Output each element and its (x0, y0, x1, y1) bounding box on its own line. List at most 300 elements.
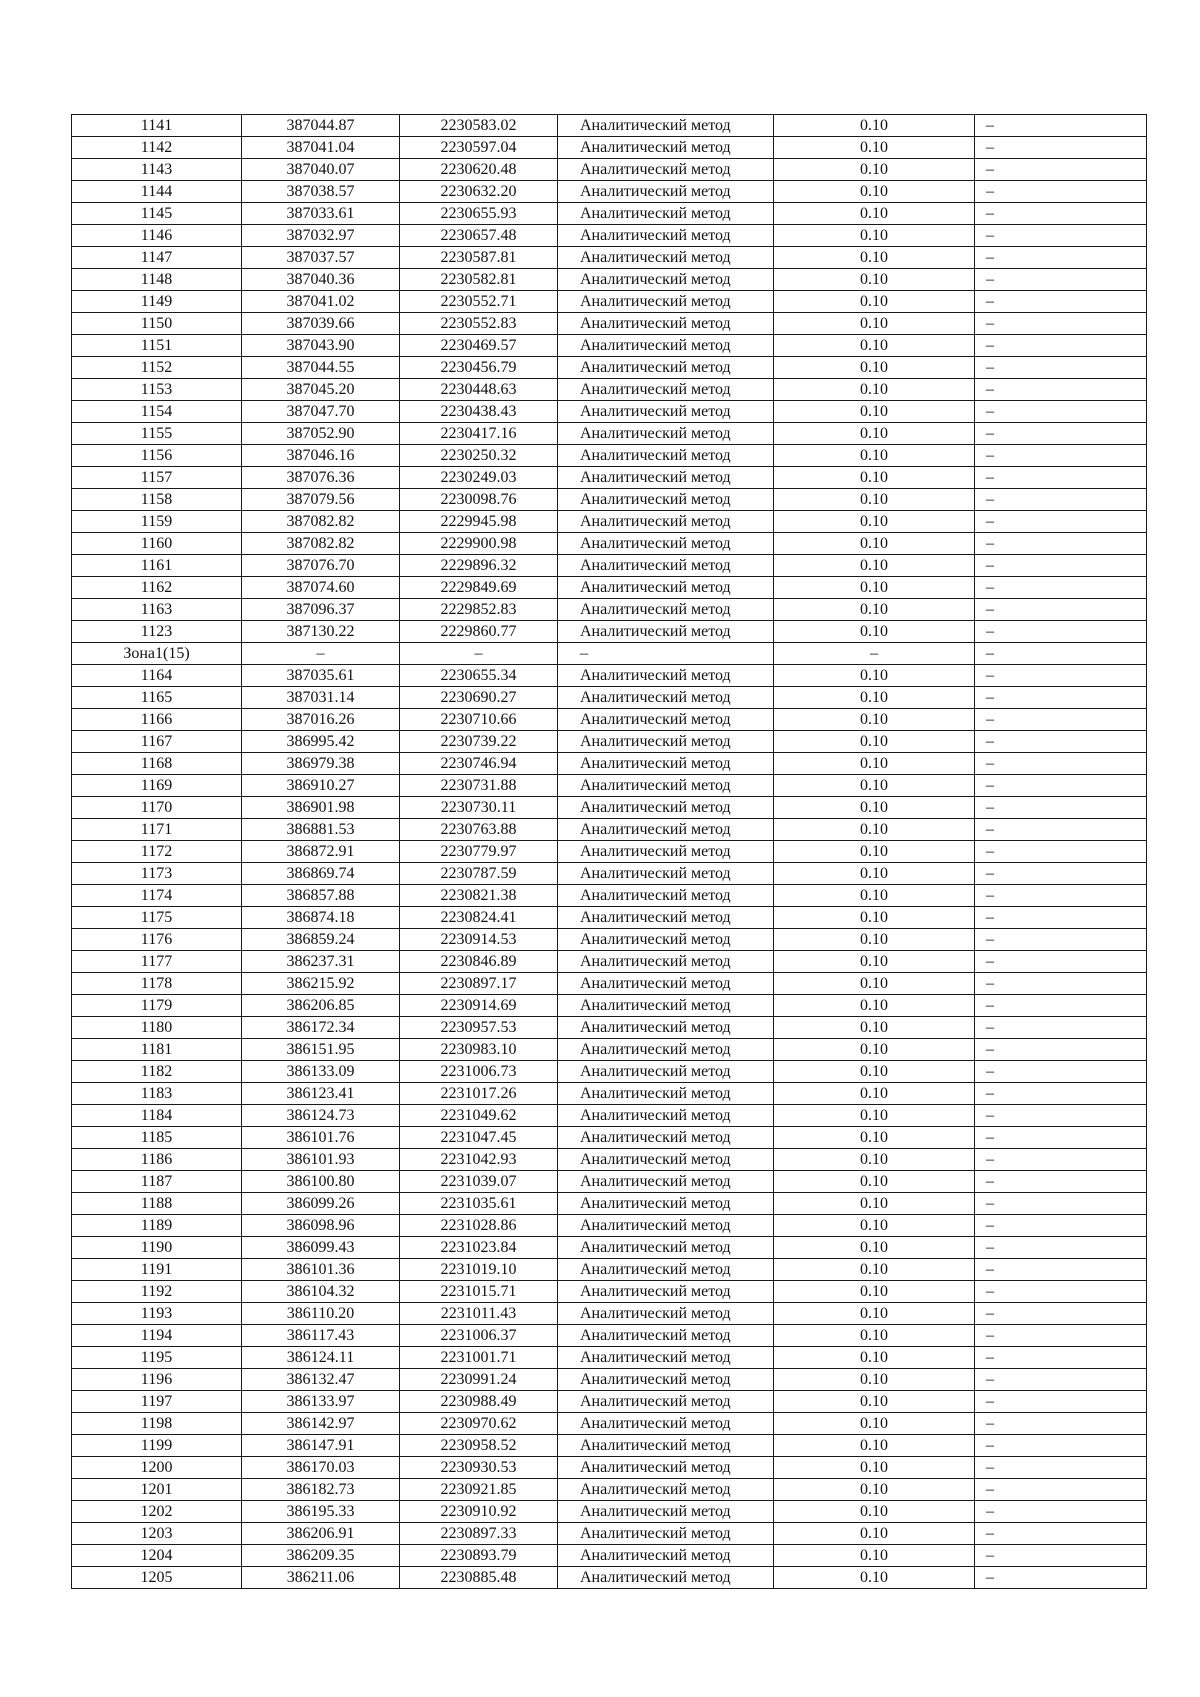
x-coordinate-cell: 386098.96 (242, 1215, 400, 1237)
x-coordinate-cell: 386869.74 (242, 863, 400, 885)
x-coordinate-cell: 387040.36 (242, 269, 400, 291)
point-number-cell: 1164 (72, 665, 242, 687)
point-number-cell: 1123 (72, 621, 242, 643)
method-cell: Аналитический метод (558, 1105, 774, 1127)
x-coordinate-cell: 386147.91 (242, 1435, 400, 1457)
note-cell: – (975, 1435, 1147, 1457)
x-coordinate-cell: 386206.91 (242, 1523, 400, 1545)
table-row (72, 1391, 1147, 1413)
table-row (72, 1523, 1147, 1545)
note-cell: – (975, 137, 1147, 159)
accuracy-cell: 0.10 (774, 687, 975, 709)
table-row (72, 951, 1147, 973)
table-row (72, 1347, 1147, 1369)
point-number-cell: 1179 (72, 995, 242, 1017)
method-cell: Аналитический метод (558, 445, 774, 467)
point-number-cell: 1166 (72, 709, 242, 731)
method-cell: Аналитический метод (558, 115, 774, 137)
table-row (72, 467, 1147, 489)
y-coordinate-cell: 2230739.22 (400, 731, 558, 753)
method-cell: Аналитический метод (558, 1149, 774, 1171)
accuracy-cell: 0.10 (774, 1061, 975, 1083)
note-cell: – (975, 159, 1147, 181)
y-coordinate-cell: 2230469.57 (400, 335, 558, 357)
y-coordinate-cell: 2230921.85 (400, 1479, 558, 1501)
method-cell: Аналитический метод (558, 973, 774, 995)
accuracy-cell: 0.10 (774, 467, 975, 489)
y-coordinate-cell: 2229849.69 (400, 577, 558, 599)
table-row (72, 907, 1147, 929)
accuracy-cell: 0.10 (774, 1413, 975, 1435)
x-coordinate-cell: 387016.26 (242, 709, 400, 731)
y-coordinate-cell: 2229945.98 (400, 511, 558, 533)
x-coordinate-cell: 387031.14 (242, 687, 400, 709)
point-number-cell: 1151 (72, 335, 242, 357)
method-cell: Аналитический метод (558, 1479, 774, 1501)
y-coordinate-cell: 2230958.52 (400, 1435, 558, 1457)
method-cell: Аналитический метод (558, 951, 774, 973)
point-number-cell: 1160 (72, 533, 242, 555)
y-coordinate-cell: 2230824.41 (400, 907, 558, 929)
zone-header-row (72, 643, 1147, 665)
method-cell: Аналитический метод (558, 1083, 774, 1105)
note-cell: – (975, 291, 1147, 313)
note-cell: – (975, 181, 1147, 203)
note-cell: – (975, 335, 1147, 357)
note-cell: – (975, 929, 1147, 951)
note-cell: – (975, 1391, 1147, 1413)
method-cell: Аналитический метод (558, 357, 774, 379)
note-cell: – (975, 709, 1147, 731)
note-cell: – (975, 643, 1147, 665)
x-coordinate-cell: 386995.42 (242, 731, 400, 753)
point-number-cell: 1186 (72, 1149, 242, 1171)
table-row (72, 621, 1147, 643)
note-cell: – (975, 269, 1147, 291)
table-row (72, 203, 1147, 225)
method-cell: Аналитический метод (558, 1259, 774, 1281)
table-row (72, 181, 1147, 203)
table-row (72, 1237, 1147, 1259)
accuracy-cell: 0.10 (774, 753, 975, 775)
x-coordinate-cell: 387039.66 (242, 313, 400, 335)
note-cell: – (975, 1501, 1147, 1523)
point-number-cell: 1200 (72, 1457, 242, 1479)
x-coordinate-cell: 386124.11 (242, 1347, 400, 1369)
accuracy-cell: 0.10 (774, 621, 975, 643)
method-cell: Аналитический метод (558, 555, 774, 577)
table-row (72, 357, 1147, 379)
table-row (72, 401, 1147, 423)
table-row (72, 1193, 1147, 1215)
method-cell: Аналитический метод (558, 1303, 774, 1325)
x-coordinate-cell: 386979.38 (242, 753, 400, 775)
table-row (72, 137, 1147, 159)
y-coordinate-cell: 2230690.27 (400, 687, 558, 709)
point-number-cell: 1156 (72, 445, 242, 467)
point-number-cell: 1184 (72, 1105, 242, 1127)
point-number-cell: 1182 (72, 1061, 242, 1083)
x-coordinate-cell: 387033.61 (242, 203, 400, 225)
table-row (72, 1259, 1147, 1281)
x-coordinate-cell: 387043.90 (242, 335, 400, 357)
note-cell: – (975, 401, 1147, 423)
point-number-cell: Зона1(15) (72, 643, 242, 665)
y-coordinate-cell: 2230988.49 (400, 1391, 558, 1413)
x-coordinate-cell: 387096.37 (242, 599, 400, 621)
table-row (72, 1171, 1147, 1193)
point-number-cell: 1155 (72, 423, 242, 445)
method-cell: Аналитический метод (558, 1369, 774, 1391)
point-number-cell: 1144 (72, 181, 242, 203)
point-number-cell: 1159 (72, 511, 242, 533)
accuracy-cell: 0.10 (774, 731, 975, 753)
accuracy-cell: 0.10 (774, 1259, 975, 1281)
accuracy-cell: 0.10 (774, 665, 975, 687)
accuracy-cell: 0.10 (774, 1369, 975, 1391)
y-coordinate-cell: 2230914.53 (400, 929, 558, 951)
point-number-cell: 1180 (72, 1017, 242, 1039)
accuracy-cell: 0.10 (774, 335, 975, 357)
x-coordinate-cell: 387076.70 (242, 555, 400, 577)
note-cell: – (975, 1567, 1147, 1589)
note-cell: – (975, 753, 1147, 775)
accuracy-cell: 0.10 (774, 885, 975, 907)
accuracy-cell: 0.10 (774, 863, 975, 885)
point-number-cell: 1146 (72, 225, 242, 247)
method-cell: Аналитический метод (558, 269, 774, 291)
y-coordinate-cell: 2230417.16 (400, 423, 558, 445)
y-coordinate-cell: 2230448.63 (400, 379, 558, 401)
method-cell: Аналитический метод (558, 709, 774, 731)
accuracy-cell: 0.10 (774, 775, 975, 797)
accuracy-cell: 0.10 (774, 225, 975, 247)
method-cell: Аналитический метод (558, 907, 774, 929)
method-cell: Аналитический метод (558, 797, 774, 819)
x-coordinate-cell: 386872.91 (242, 841, 400, 863)
point-number-cell: 1203 (72, 1523, 242, 1545)
accuracy-cell: 0.10 (774, 181, 975, 203)
y-coordinate-cell: 2230098.76 (400, 489, 558, 511)
accuracy-cell: 0.10 (774, 247, 975, 269)
method-cell: Аналитический метод (558, 1435, 774, 1457)
table-row (72, 929, 1147, 951)
y-coordinate-cell: 2229900.98 (400, 533, 558, 555)
accuracy-cell: 0.10 (774, 819, 975, 841)
point-number-cell: 1149 (72, 291, 242, 313)
accuracy-cell: 0.10 (774, 929, 975, 951)
x-coordinate-cell: 387044.55 (242, 357, 400, 379)
y-coordinate-cell: 2231006.73 (400, 1061, 558, 1083)
method-cell: Аналитический метод (558, 687, 774, 709)
x-coordinate-cell: 387044.87 (242, 115, 400, 137)
table-row (72, 1413, 1147, 1435)
method-cell: Аналитический метод (558, 731, 774, 753)
point-number-cell: 1201 (72, 1479, 242, 1501)
method-cell: Аналитический метод (558, 1039, 774, 1061)
x-coordinate-cell: 386104.32 (242, 1281, 400, 1303)
table-row (72, 1039, 1147, 1061)
note-cell: – (975, 863, 1147, 885)
point-number-cell: 1185 (72, 1127, 242, 1149)
method-cell: Аналитический метод (558, 1501, 774, 1523)
table-row (72, 1501, 1147, 1523)
y-coordinate-cell: 2231019.10 (400, 1259, 558, 1281)
note-cell: – (975, 665, 1147, 687)
table-row (72, 379, 1147, 401)
x-coordinate-cell: 386182.73 (242, 1479, 400, 1501)
point-number-cell: 1165 (72, 687, 242, 709)
x-coordinate-cell: 386857.88 (242, 885, 400, 907)
note-cell: – (975, 1325, 1147, 1347)
method-cell: Аналитический метод (558, 1061, 774, 1083)
point-number-cell: 1189 (72, 1215, 242, 1237)
note-cell: – (975, 687, 1147, 709)
accuracy-cell: 0.10 (774, 511, 975, 533)
method-cell: Аналитический метод (558, 1523, 774, 1545)
y-coordinate-cell: – (400, 643, 558, 665)
y-coordinate-cell: 2230632.20 (400, 181, 558, 203)
x-coordinate-cell: 386100.80 (242, 1171, 400, 1193)
y-coordinate-cell: 2231017.26 (400, 1083, 558, 1105)
y-coordinate-cell: 2230731.88 (400, 775, 558, 797)
x-coordinate-cell: 386195.33 (242, 1501, 400, 1523)
y-coordinate-cell: 2231001.71 (400, 1347, 558, 1369)
y-coordinate-cell: 2230893.79 (400, 1545, 558, 1567)
y-coordinate-cell: 2230897.33 (400, 1523, 558, 1545)
point-number-cell: 1175 (72, 907, 242, 929)
point-number-cell: 1198 (72, 1413, 242, 1435)
note-cell: – (975, 819, 1147, 841)
y-coordinate-cell: 2230746.94 (400, 753, 558, 775)
method-cell: Аналитический метод (558, 137, 774, 159)
table-row (72, 269, 1147, 291)
method-cell: Аналитический метод (558, 775, 774, 797)
table-row (72, 115, 1147, 137)
method-cell: Аналитический метод (558, 863, 774, 885)
note-cell: – (975, 797, 1147, 819)
note-cell: – (975, 1479, 1147, 1501)
point-number-cell: 1171 (72, 819, 242, 841)
method-cell: Аналитический метод (558, 159, 774, 181)
x-coordinate-cell: 387037.57 (242, 247, 400, 269)
y-coordinate-cell: 2230552.71 (400, 291, 558, 313)
method-cell: Аналитический метод (558, 1017, 774, 1039)
method-cell: Аналитический метод (558, 203, 774, 225)
x-coordinate-cell: 386874.18 (242, 907, 400, 929)
point-number-cell: 1202 (72, 1501, 242, 1523)
note-cell: – (975, 1523, 1147, 1545)
note-cell: – (975, 907, 1147, 929)
point-number-cell: 1147 (72, 247, 242, 269)
table-row (72, 841, 1147, 863)
note-cell: – (975, 1347, 1147, 1369)
method-cell: Аналитический метод (558, 533, 774, 555)
method-cell: Аналитический метод (558, 1127, 774, 1149)
x-coordinate-cell: 386142.97 (242, 1413, 400, 1435)
method-cell: Аналитический метод (558, 841, 774, 863)
point-number-cell: 1176 (72, 929, 242, 951)
table-row (72, 731, 1147, 753)
table-row (72, 687, 1147, 709)
point-number-cell: 1152 (72, 357, 242, 379)
note-cell: – (975, 995, 1147, 1017)
method-cell: Аналитический метод (558, 1325, 774, 1347)
method-cell: Аналитический метод (558, 335, 774, 357)
x-coordinate-cell: 387052.90 (242, 423, 400, 445)
table-row (72, 1435, 1147, 1457)
method-cell: Аналитический метод (558, 1193, 774, 1215)
note-cell: – (975, 423, 1147, 445)
method-cell: Аналитический метод (558, 313, 774, 335)
table-row (72, 995, 1147, 1017)
table-row (72, 511, 1147, 533)
point-number-cell: 1181 (72, 1039, 242, 1061)
y-coordinate-cell: 2230730.11 (400, 797, 558, 819)
table-row (72, 159, 1147, 181)
accuracy-cell: 0.10 (774, 1127, 975, 1149)
accuracy-cell: 0.10 (774, 555, 975, 577)
y-coordinate-cell: 2230456.79 (400, 357, 558, 379)
point-number-cell: 1168 (72, 753, 242, 775)
x-coordinate-cell: 386901.98 (242, 797, 400, 819)
accuracy-cell: 0.10 (774, 1105, 975, 1127)
y-coordinate-cell: 2230657.48 (400, 225, 558, 247)
x-coordinate-cell: 387040.07 (242, 159, 400, 181)
y-coordinate-cell: 2230930.53 (400, 1457, 558, 1479)
x-coordinate-cell: 386099.26 (242, 1193, 400, 1215)
point-number-cell: 1204 (72, 1545, 242, 1567)
point-number-cell: 1191 (72, 1259, 242, 1281)
table-row (72, 577, 1147, 599)
method-cell: Аналитический метод (558, 1391, 774, 1413)
table-row (72, 753, 1147, 775)
y-coordinate-cell: 2231035.61 (400, 1193, 558, 1215)
note-cell: – (975, 1303, 1147, 1325)
table-row (72, 445, 1147, 467)
y-coordinate-cell: 2230710.66 (400, 709, 558, 731)
x-coordinate-cell: 386151.95 (242, 1039, 400, 1061)
y-coordinate-cell: 2230821.38 (400, 885, 558, 907)
y-coordinate-cell: 2230957.53 (400, 1017, 558, 1039)
point-number-cell: 1161 (72, 555, 242, 577)
point-number-cell: 1158 (72, 489, 242, 511)
table-row (72, 973, 1147, 995)
table-row (72, 335, 1147, 357)
accuracy-cell: 0.10 (774, 797, 975, 819)
table-row (72, 313, 1147, 335)
table-row (72, 1105, 1147, 1127)
method-cell: Аналитический метод (558, 1413, 774, 1435)
x-coordinate-cell: 387041.04 (242, 137, 400, 159)
x-coordinate-cell: 387079.56 (242, 489, 400, 511)
x-coordinate-cell: 386124.73 (242, 1105, 400, 1127)
x-coordinate-cell: 386101.93 (242, 1149, 400, 1171)
note-cell: – (975, 1127, 1147, 1149)
accuracy-cell: 0.10 (774, 599, 975, 621)
y-coordinate-cell: 2231011.43 (400, 1303, 558, 1325)
point-number-cell: 1173 (72, 863, 242, 885)
accuracy-cell: 0.10 (774, 1435, 975, 1457)
table-row (72, 555, 1147, 577)
note-cell: – (975, 577, 1147, 599)
method-cell: Аналитический метод (558, 379, 774, 401)
note-cell: – (975, 599, 1147, 621)
y-coordinate-cell: 2230910.92 (400, 1501, 558, 1523)
method-cell: Аналитический метод (558, 1567, 774, 1589)
note-cell: – (975, 555, 1147, 577)
x-coordinate-cell: 386859.24 (242, 929, 400, 951)
x-coordinate-cell: 386910.27 (242, 775, 400, 797)
accuracy-cell: 0.10 (774, 1545, 975, 1567)
accuracy-cell: 0.10 (774, 203, 975, 225)
x-coordinate-cell: 386101.76 (242, 1127, 400, 1149)
y-coordinate-cell: 2230249.03 (400, 467, 558, 489)
point-number-cell: 1195 (72, 1347, 242, 1369)
y-coordinate-cell: 2231023.84 (400, 1237, 558, 1259)
y-coordinate-cell: 2230787.59 (400, 863, 558, 885)
method-cell: Аналитический метод (558, 599, 774, 621)
point-number-cell: 1192 (72, 1281, 242, 1303)
method-cell: Аналитический метод (558, 1347, 774, 1369)
accuracy-cell: – (774, 643, 975, 665)
point-number-cell: 1148 (72, 269, 242, 291)
method-cell: Аналитический метод (558, 621, 774, 643)
x-coordinate-cell: 387074.60 (242, 577, 400, 599)
point-number-cell: 1183 (72, 1083, 242, 1105)
x-coordinate-cell: 386211.06 (242, 1567, 400, 1589)
x-coordinate-cell: 386172.34 (242, 1017, 400, 1039)
x-coordinate-cell: 386206.85 (242, 995, 400, 1017)
method-cell: Аналитический метод (558, 247, 774, 269)
note-cell: – (975, 357, 1147, 379)
table-row (72, 423, 1147, 445)
note-cell: – (975, 885, 1147, 907)
table-row (72, 1127, 1147, 1149)
note-cell: – (975, 731, 1147, 753)
point-number-cell: 1157 (72, 467, 242, 489)
y-coordinate-cell: 2231015.71 (400, 1281, 558, 1303)
accuracy-cell: 0.10 (774, 841, 975, 863)
accuracy-cell: 0.10 (774, 313, 975, 335)
y-coordinate-cell: 2230779.97 (400, 841, 558, 863)
accuracy-cell: 0.10 (774, 1501, 975, 1523)
point-number-cell: 1174 (72, 885, 242, 907)
accuracy-cell: 0.10 (774, 379, 975, 401)
x-coordinate-cell: 387041.02 (242, 291, 400, 313)
table-row (72, 599, 1147, 621)
y-coordinate-cell: 2230552.83 (400, 313, 558, 335)
table-row (72, 885, 1147, 907)
accuracy-cell: 0.10 (774, 291, 975, 313)
point-number-cell: 1167 (72, 731, 242, 753)
point-number-cell: 1205 (72, 1567, 242, 1589)
y-coordinate-cell: 2230597.04 (400, 137, 558, 159)
accuracy-cell: 0.10 (774, 1215, 975, 1237)
note-cell: – (975, 445, 1147, 467)
method-cell: Аналитический метод (558, 577, 774, 599)
note-cell: – (975, 489, 1147, 511)
table-row (72, 1061, 1147, 1083)
y-coordinate-cell: 2230655.93 (400, 203, 558, 225)
note-cell: – (975, 775, 1147, 797)
note-cell: – (975, 379, 1147, 401)
point-number-cell: 1141 (72, 115, 242, 137)
note-cell: – (975, 1281, 1147, 1303)
accuracy-cell: 0.10 (774, 1457, 975, 1479)
accuracy-cell: 0.10 (774, 401, 975, 423)
x-coordinate-cell: – (242, 643, 400, 665)
